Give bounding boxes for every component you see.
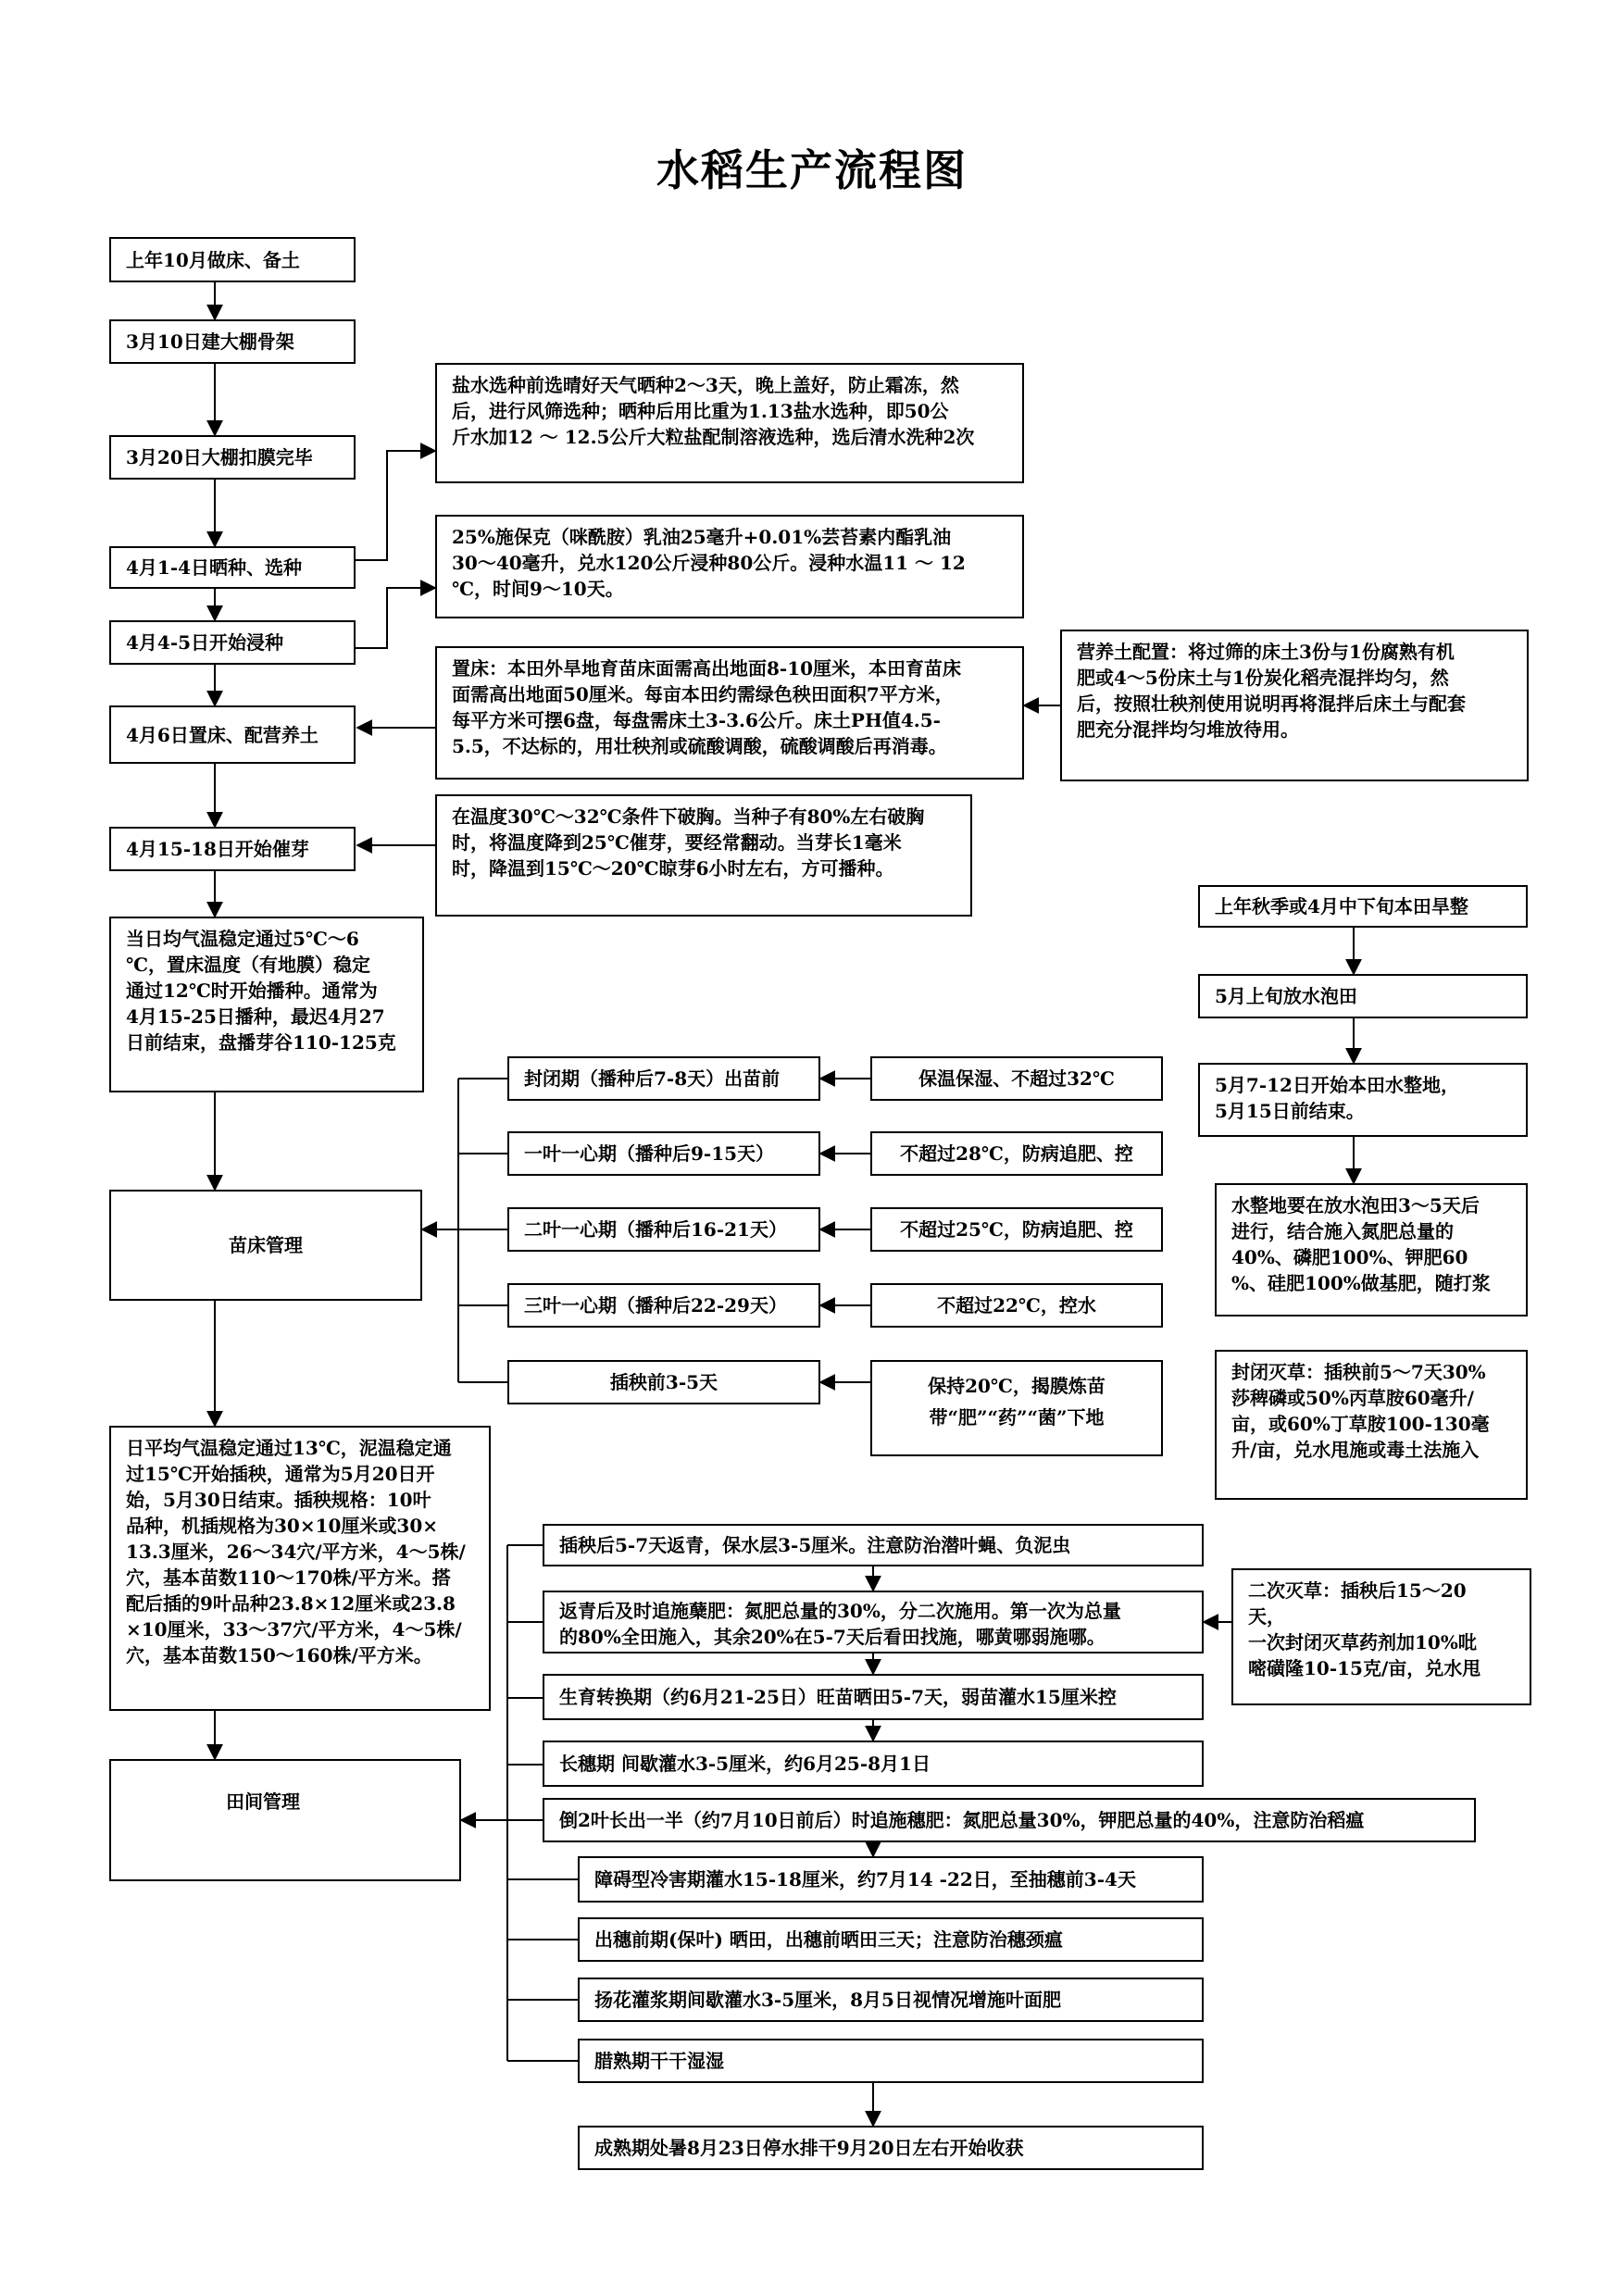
step-place-bed: 4月6日置床、配营养土 [109, 705, 356, 764]
field-step-cold-damage: 障碍型冷害期灌水15-18厘米，约7月14 -22日，至抽穗前3-4天 [578, 1856, 1204, 1903]
note-nutrient-soil: 营养土配置：将过筛的床土3份与1份腐熟有机 肥或4～5份床土与1份炭化稻壳混拌均匀，然 后，按照壮秧剂使用说明再将混拌后床土与配套 肥充分混拌均匀堆放待用。 [1060, 630, 1529, 781]
field-second-weeding: 二次灭草：插秧后15～20 天， 一次封闭灭草药剂加10%吡 嘧磺隆10-15克/亩，兑水甩 [1231, 1568, 1531, 1705]
care-three-leaf: 不超过22℃，控水 [870, 1283, 1163, 1328]
step-dry-select-seed: 4月1-4日晒种、选种 [109, 546, 356, 589]
page-title: 水稻生产流程图 [656, 145, 968, 195]
paddy-water-leveling: 5月7-12日开始本田水整地， 5月15日前结束。 [1198, 1063, 1528, 1137]
stage-three-leaf: 三叶一心期（播种后22-29天） [507, 1283, 820, 1328]
care-sealed: 保温保湿、不超过32℃ [870, 1056, 1163, 1101]
step-prepare-bed: 上年10月做床、备土 [109, 237, 356, 282]
note-saltwater-selection: 盐水选种前选晴好天气晒种2～3天，晚上盖好，防止霜冻，然 后，进行风筛选种；晒种后用比重为1.13盐水选种，即50公 斤水加12 ～ 12.5公斤大粒盐配制溶液选种，选后清水洗种2次 [435, 363, 1024, 483]
step-build-shed-frame: 3月10日建大棚骨架 [109, 319, 356, 364]
step-sowing: 当日均气温稳定通过5℃～6 ℃，置床温度（有地膜）稳定 通过12℃时开始播种。通常为 4月15-25日播种，最迟4月27 日前结束，盘播芽谷110-125克 [109, 917, 424, 1092]
paddy-sealed-weeding: 封闭灭草：插秧前5～7天30% 莎稗磷或50%丙草胺60毫升/ 亩，或60%丁草胺100-130毫 升/亩，兑水甩施或毒土法施入 [1215, 1350, 1528, 1500]
field-step-flowering: 扬花灌浆期间歇灌水3-5厘米，8月5日视情况增施叶面肥 [578, 1978, 1204, 2022]
field-step-transition: 生育转换期（约6月21-25日）旺苗晒田5-7天，弱苗灌水15厘米控 [543, 1674, 1204, 1720]
care-one-leaf: 不超过28℃，防病追肥、控 [870, 1131, 1163, 1176]
step-cover-film: 3月20日大棚扣膜完毕 [109, 435, 356, 480]
paddy-flooding: 5月上旬放水泡田 [1198, 974, 1528, 1018]
field-step-pre-heading: 出穗前期(保叶) 晒田，出穗前晒田三天；注意防治穗颈瘟 [578, 1917, 1204, 1962]
paddy-dry-prep: 上年秋季或4月中下旬本田旱整 [1198, 885, 1528, 928]
nursery-management: 苗床管理 [109, 1190, 422, 1301]
care-two-leaf: 不超过25℃，防病追肥、控 [870, 1207, 1163, 1252]
stage-pre-transplant: 插秧前3-5天 [507, 1360, 820, 1404]
field-step-tiller-fertilizer: 返青后及时追施蘖肥：氮肥总量的30%，分二次施用。第一次为总量 的80%全田施入，其余20%在5-7天后看田找施，哪黄哪弱施哪。 [543, 1591, 1204, 1653]
paddy-base-fertilizer: 水整地要在放水泡田3～5天后 进行，结合施入氮肥总量的 40%、磷肥100%、钾肥60 %、硅肥100%做基肥，随打浆 [1215, 1183, 1528, 1316]
note-bed-placement: 置床：本田外旱地育苗床面需高出地面8-10厘米，本田育苗床 面需高出地面50厘米。每亩本田约需绿色秧田面积7平方米， 每平方米可摆6盘，每盘需床土3-3.6公斤。床土PH值4.5- 5.5，不达标的，用壮秧剂或硫酸调酸，硫酸调酸后再消毒。 [435, 646, 1024, 780]
step-germinate: 4月15-18日开始催芽 [109, 827, 356, 871]
care-pre-transplant: 保持20℃，揭膜炼苗 带“肥”“药”“菌”下地 [870, 1360, 1163, 1456]
field-step-panicle-fertilizer: 倒2叶长出一半（约7月10日前后）时追施穗肥：氮肥总量30%，钾肥总量的40%，注意防治稻瘟 [543, 1798, 1476, 1842]
field-management: 田间管理 [109, 1759, 461, 1881]
field-step-wax-ripe: 腊熟期干干湿湿 [578, 2039, 1204, 2083]
stage-one-leaf: 一叶一心期（播种后9-15天） [507, 1131, 820, 1176]
note-seed-soaking: 25%施保克（咪酰胺）乳油25毫升+0.01%芸苔素内酯乳油 30～40毫升，兑水120公斤浸种80公斤。浸种水温11 ～ 12 ℃，时间9～10天。 [435, 515, 1024, 618]
stage-sealed: 封闭期（播种后7-8天）出苗前 [507, 1056, 820, 1101]
step-soak-seed: 4月4-5日开始浸种 [109, 620, 356, 665]
field-step-harvest: 成熟期处暑8月23日停水排干9月20日左右开始收获 [578, 2126, 1204, 2170]
step-transplant: 日平均气温稳定通过13℃，泥温稳定通 过15℃开始插秧，通常为5月20日开 始，5月30日结束。插秧规格：10叶 品种，机插规格为30×10厘米或30× 13.3厘米，26～34穴/平方米，4～5株/ 穴，基本苗数110～170株/平方米。搭 配后插的9叶品种23.8×12厘米或23.8 ×10厘米，33～37穴/平方米，4～5株/ 穴，基本苗数150～160株/平方米。 [109, 1426, 491, 1711]
stage-two-leaf: 二叶一心期（播种后16-21天） [507, 1207, 820, 1252]
note-germination: 在温度30℃～32℃条件下破胸。当种子有80%左右破胸 时，将温度降到25℃催芽，要经常翻动。当芽长1毫米 时，降温到15℃～20℃晾芽6小时左右，方可播种。 [435, 794, 972, 917]
field-step-panicle: 长穗期 间歇灌水3-5厘米，约6月25-8月1日 [543, 1741, 1204, 1787]
field-step-recovery: 插秧后5-7天返青，保水层3-5厘米。注意防治潜叶蝇、负泥虫 [543, 1524, 1204, 1566]
